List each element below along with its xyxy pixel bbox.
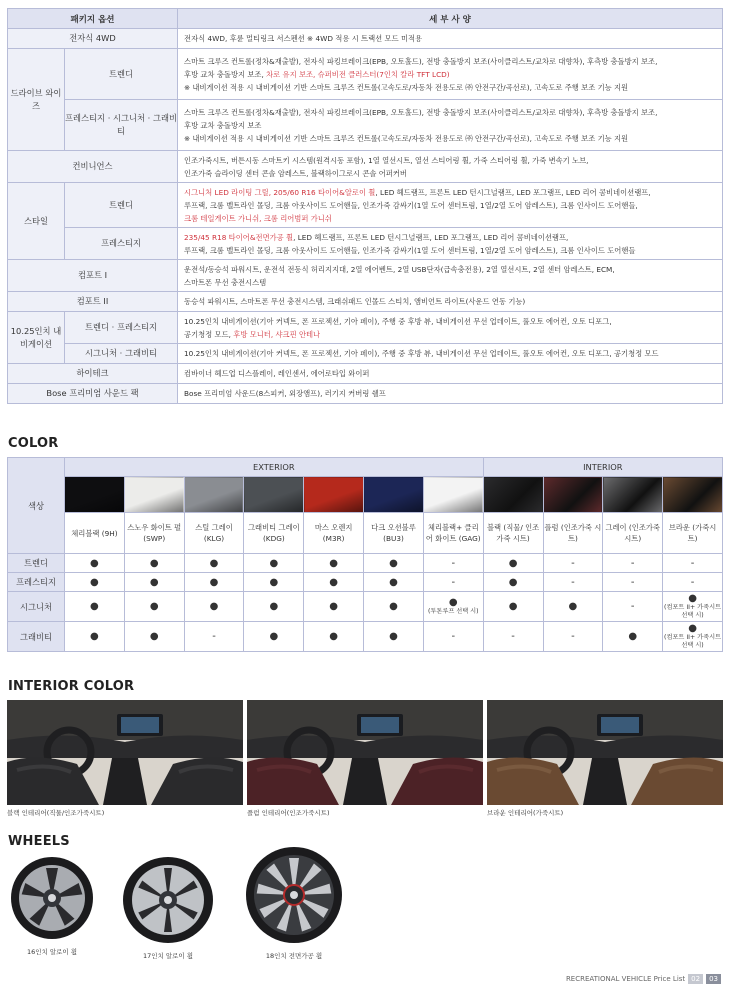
- availability-cell: [483, 573, 543, 592]
- exterior-swatch: [423, 477, 483, 513]
- availability-mark: ●: [568, 601, 578, 612]
- exterior-color-name: 스틸 그레이 (KLG): [184, 513, 244, 554]
- trim-row: [8, 622, 723, 652]
- exterior-header: EXTERIOR: [65, 458, 484, 477]
- wheel-17-caption: 17인치 알로이 휠: [142, 952, 194, 960]
- availability-mark: ●: [688, 593, 697, 604]
- availability-mark: ●: [269, 601, 279, 612]
- exterior-swatch: [65, 477, 125, 513]
- exterior-color-name: 스노우 화이트 펄 (SWP): [124, 513, 184, 554]
- row-desc-hitech: 컴바이너 헤드업 디스플레이, 레인센서, 에어로타입 와이퍼: [178, 364, 723, 384]
- interior-photo: [247, 700, 483, 805]
- interior-swatch: [483, 477, 543, 513]
- availability-mark: -: [630, 601, 635, 612]
- footer-text: RECREATIONAL VEHICLE Price List: [565, 975, 686, 983]
- wheels-section-title: WHEELS: [8, 834, 70, 849]
- availability-cell: [304, 554, 364, 573]
- interior-color-name: 그레이 (인조가죽 시트): [603, 513, 663, 554]
- availability-cell: [184, 554, 244, 573]
- color-section-title: COLOR: [8, 436, 59, 451]
- trim-label: 그래비티: [8, 622, 65, 652]
- row-label-convenience: 컨비니언스: [8, 151, 178, 183]
- wheel-16: [10, 856, 94, 956]
- availability-cell: [65, 573, 125, 592]
- exterior-color-name: 체리블랙+ 클리어 화이트 (GAG): [423, 513, 483, 554]
- row-desc-navi-signature: 10.25인치 내비게이션(기아 커넥트, 폰 프로젝션, 기아 페이), 주행 중 후방 뷰, 내비게이션 무선 업데이트, 풀오토 에어컨, 오토 디포그, 공기청정 모드: [178, 344, 723, 364]
- interior-color-section-title: INTERIOR COLOR: [8, 679, 135, 694]
- availability-mark: -: [690, 576, 695, 588]
- availability-mark: -: [511, 631, 515, 642]
- availability-cell: [543, 554, 603, 573]
- wheel-18: [245, 846, 343, 960]
- availability-cell: [483, 554, 543, 573]
- trim-label: 트렌디: [8, 554, 65, 573]
- availability-mark: ●: [90, 576, 99, 588]
- page-number-right: 03: [706, 974, 721, 984]
- row-sublabel-navi-trendy: 트렌디 · 프레스티지: [65, 312, 178, 344]
- package-options-table: [7, 8, 723, 404]
- row-label-hitech: 하이테크: [8, 364, 178, 384]
- header-details: 세 부 사 양: [178, 9, 723, 29]
- availability-cell: [483, 592, 543, 622]
- interior-photo: [7, 700, 243, 805]
- availability-mark: -: [690, 557, 695, 569]
- availability-cell: [364, 573, 424, 592]
- availability-mark: ●: [508, 576, 518, 588]
- interior-color-item: [247, 700, 483, 817]
- row-desc-navi-trendy: 10.25인치 내비게이션(기아 커넥트, 폰 프로젝션, 기아 페이), 주행 중 후방 뷰, 내비게이션 무선 업데이트, 풀오토 에어컨, 오토 디포그, 공기청정 모드, 후방 모니터, 샤크핀 안테나: [178, 312, 723, 344]
- row-desc-convenience: 인조가죽시트, 버튼시동 스마트키 시스템(원격시동 포함), 1열 열선시트, 열선 스티어링 휠, 가죽 스티어링 휠, 가죽 변속기 노브, 인조가죽 슬라이딩 센터 콘솔 암레스트, 블랙하이그로시 콘솔 어퍼커버: [178, 151, 723, 183]
- availability-cell: [364, 554, 424, 573]
- availability-mark: ●: [90, 601, 99, 612]
- availability-mark: -: [571, 576, 575, 588]
- availability-mark: -: [571, 557, 575, 569]
- availability-cell: [663, 554, 723, 573]
- availability-mark: ●: [508, 601, 518, 612]
- availability-mark: ●: [209, 601, 219, 612]
- availability-cell: [663, 622, 723, 652]
- exterior-color-name: 체리블랙 (9H): [65, 513, 125, 554]
- wheel-18-caption: 18인치 전면가공 휠: [265, 952, 323, 960]
- availability-mark: ●: [90, 631, 99, 642]
- availability-note: (컴포트 II+ 가죽시트 선택 시): [664, 604, 722, 619]
- availability-cell: [423, 592, 483, 622]
- trim-label: 프레스티지: [8, 573, 65, 592]
- interior-color-item: [487, 700, 723, 817]
- exterior-swatch: [364, 477, 424, 513]
- interior-caption: 브라운 인테리어(가죽시트): [487, 809, 564, 817]
- row-label-comfort1: 컴포트 I: [8, 260, 178, 292]
- row-desc-drive-wise-prestige: 스마트 크루즈 컨트롤(정차&재출발), 전자식 파킹브레이크(EPB, 오토홀드), 전방 충돌방지 보조(사이클리스트/교차로 대향차), 후측방 충돌방지 보조, 후방 교차 충돌방지 보조 ※ 내비게이션 적용 시 내비게이션 기반 스마트 크루즈 컨트롤(고속도로/자동차 전용도로 ㈜ 안전구간/곡선로), 고속도로 주행 보조 기능 지원: [178, 100, 723, 151]
- availability-mark: ●: [389, 557, 398, 569]
- availability-cell: [663, 592, 723, 622]
- wheel-18-image: [245, 846, 343, 944]
- trim-label: 시그니처: [8, 592, 65, 622]
- availability-cell: [184, 573, 244, 592]
- availability-mark: ●: [269, 576, 279, 588]
- availability-cell: [364, 592, 424, 622]
- availability-mark: ●: [448, 597, 458, 608]
- availability-cell: [65, 554, 125, 573]
- availability-mark: -: [630, 557, 635, 569]
- row-label-bose: Bose 프리미엄 사운드 팩: [8, 384, 178, 404]
- availability-mark: -: [451, 557, 456, 569]
- availability-mark: -: [451, 631, 456, 642]
- row-desc-drive-wise-trendy: 스마트 크루즈 컨트롤(정차&재출발), 전자식 파킹브레이크(EPB, 오토홀드), 전방 충돌방지 보조(사이클리스트/교차로 대향차), 후측방 충돌방지 보조, 후방 교차 충돌방지 보조, 차로 유지 보조, 슈퍼비전 클러스터(7인치 칼라 TFT LCD) ※ 내비게이션 적용 시 내비게이션 기반 스마트 크루즈 컨트롤(고속도로/자동차 전용도로 ㈜ 안전구간/곡선로), 고속도로 주행 보조 기능 지원: [178, 49, 723, 100]
- availability-mark: ●: [389, 601, 398, 612]
- row-label-drive-wise: 드라이브 와이즈: [8, 49, 65, 151]
- availability-mark: -: [571, 631, 575, 642]
- wheel-17: [122, 856, 214, 960]
- availability-mark: ●: [209, 557, 219, 569]
- availability-mark: ●: [329, 557, 339, 569]
- availability-mark: ●: [329, 601, 339, 612]
- availability-mark: ●: [389, 576, 398, 588]
- availability-mark: ●: [508, 557, 518, 569]
- availability-cell: [65, 622, 125, 652]
- row-sublabel-navi-signature: 시그니처 · 그래비티: [65, 344, 178, 364]
- availability-note: (투톤루프 선택 시): [427, 608, 479, 615]
- wheel-17-image: [122, 856, 214, 944]
- availability-cell: [184, 592, 244, 622]
- availability-cell: [423, 573, 483, 592]
- color-row-header: 색상: [8, 458, 65, 554]
- availability-cell: [124, 622, 184, 652]
- availability-mark: ●: [329, 576, 339, 588]
- availability-mark: ●: [149, 601, 159, 612]
- availability-cell: [244, 622, 304, 652]
- availability-cell: [184, 622, 244, 652]
- availability-cell: [124, 573, 184, 592]
- availability-cell: [543, 592, 603, 622]
- availability-mark: ●: [389, 631, 398, 642]
- availability-mark: ●: [329, 631, 339, 642]
- color-table: [7, 457, 723, 652]
- exterior-swatch: [184, 477, 244, 513]
- page-footer: [566, 974, 721, 984]
- row-desc-style-prestige: 235/45 R18 타이어&전면가공 휠, LED 헤드램프, 프론트 LED 턴시그널램프, LED 포그램프, LED 리어 콤비네이션램프, 루프랙, 크롬 벨트라인 몰딩, 크롬 아웃사이드 도어핸들, 인조가죽 감싸기(1열 도어 센터트림, 1열/2열 도어 암레스트), 크롬 인사이드 도어핸들: [178, 228, 723, 260]
- availability-mark: ●: [688, 623, 697, 634]
- availability-cell: [364, 622, 424, 652]
- availability-cell: [603, 622, 663, 652]
- exterior-swatch: [124, 477, 184, 513]
- row-desc-bose: Bose 프리미엄 사운드(8스피커, 외장앰프), 러기지 커버링 쉘프: [178, 384, 723, 404]
- exterior-color-name: 마스 오렌지 (M3R): [304, 513, 364, 554]
- row-desc-style-trendy: 시그니처 LED 라이팅 그릴, 205/60 R16 타이어&알로이 휠, LED 헤드램프, 프론트 LED 턴시그널램프, LED 포그램프, LED 리어 콤비네이션램프, 루프랙, 크롬 벨트라인 몰딩, 크롬 아웃사이드 도어핸들, 인조가죽 감싸기(1열 도어 센터트림, 1열/2열 도어 암레스트), 크롬 인사이드 도어핸들, 크롬 테일게이트 가니쉬, 크롬 리어범퍼 가니쉬: [178, 183, 723, 228]
- availability-mark: ●: [209, 576, 219, 588]
- row-sublabel-drive-wise-trendy: 트렌디: [65, 49, 178, 100]
- interior-caption: 플럼 인테리어(인조가죽시트): [247, 809, 330, 817]
- availability-mark: ●: [90, 557, 99, 569]
- interior-color-name: 브라운 (가죽시트): [663, 513, 723, 554]
- availability-cell: [663, 573, 723, 592]
- trim-row: [8, 554, 723, 573]
- row-label-comfort2: 컴포트 II: [8, 292, 178, 312]
- availability-cell: [423, 622, 483, 652]
- availability-mark: ●: [149, 631, 159, 642]
- page-number-left: 02: [688, 974, 703, 984]
- availability-cell: [543, 622, 603, 652]
- exterior-swatch: [244, 477, 304, 513]
- availability-cell: [124, 554, 184, 573]
- availability-note: (컴포트 II+ 가죽시트 선택 시): [664, 634, 722, 649]
- interior-swatch: [603, 477, 663, 513]
- availability-cell: [244, 592, 304, 622]
- interior-swatch: [663, 477, 723, 513]
- trim-row: [8, 592, 723, 622]
- availability-mark: ●: [628, 631, 638, 642]
- availability-cell: [65, 592, 125, 622]
- row-desc-awd: 전자식 4WD, 후륜 멀티링크 서스펜션 ※ 4WD 적용 시 트랙션 모드 미적용: [178, 29, 723, 49]
- exterior-swatch: [304, 477, 364, 513]
- availability-cell: [124, 592, 184, 622]
- row-sublabel-style-trendy: 트렌디: [65, 183, 178, 228]
- availability-cell: [304, 592, 364, 622]
- row-sublabel-style-prestige: 프레스티지: [65, 228, 178, 260]
- interior-color-name: 블랙 (직물/ 인조가죽 시트): [483, 513, 543, 554]
- interior-color-name: 플럼 (인조가죽 시트): [543, 513, 603, 554]
- availability-mark: ●: [269, 557, 279, 569]
- row-label-awd: 전자식 4WD: [8, 29, 178, 49]
- exterior-color-name: 그래비티 그레이 (KDG): [244, 513, 304, 554]
- exterior-color-name: 다크 오션블루 (BU3): [364, 513, 424, 554]
- availability-mark: ●: [269, 631, 279, 642]
- availability-cell: [304, 622, 364, 652]
- row-label-style: 스타일: [8, 183, 65, 260]
- wheel-16-caption: 16인치 알로이 휠: [26, 948, 78, 956]
- availability-mark: ●: [149, 557, 159, 569]
- interior-caption: 블랙 인테리어(직물/인조가죽시트): [7, 809, 105, 817]
- availability-cell: [423, 554, 483, 573]
- availability-cell: [603, 573, 663, 592]
- availability-cell: [483, 622, 543, 652]
- interior-header: INTERIOR: [483, 458, 722, 477]
- row-desc-comfort1: 운전석/동승석 파워시트, 운전석 전동식 허리지지대, 2열 에어벤트, 2열 USB단자(급속충전용), 2열 열선시트, 2열 센터 암레스트, ECM, 스마트폰 무선 충전시스템: [178, 260, 723, 292]
- row-desc-comfort2: 동승석 파워시트, 스마트폰 무선 충전시스템, 크래쉬패드 인몰드 스티치, 앰비언트 라이트(사운드 연동 기능): [178, 292, 723, 312]
- availability-cell: [244, 554, 304, 573]
- header-package-option: 패키지 옵션: [8, 9, 178, 29]
- availability-cell: [603, 554, 663, 573]
- availability-cell: [304, 573, 364, 592]
- availability-cell: [543, 573, 603, 592]
- availability-cell: [603, 592, 663, 622]
- row-sublabel-drive-wise-prestige: 프레스티지 · 시그니처 · 그래비티: [65, 100, 178, 151]
- interior-color-item: [7, 700, 243, 817]
- availability-mark: -: [451, 576, 456, 588]
- availability-mark: -: [630, 576, 635, 588]
- trim-row: [8, 573, 723, 592]
- interior-photo: [487, 700, 723, 805]
- interior-swatch: [543, 477, 603, 513]
- wheel-16-image: [10, 856, 94, 940]
- row-label-navi: 10.25인치 내비게이션: [8, 312, 65, 364]
- availability-mark: -: [212, 631, 216, 642]
- availability-mark: ●: [149, 576, 159, 588]
- availability-cell: [244, 573, 304, 592]
